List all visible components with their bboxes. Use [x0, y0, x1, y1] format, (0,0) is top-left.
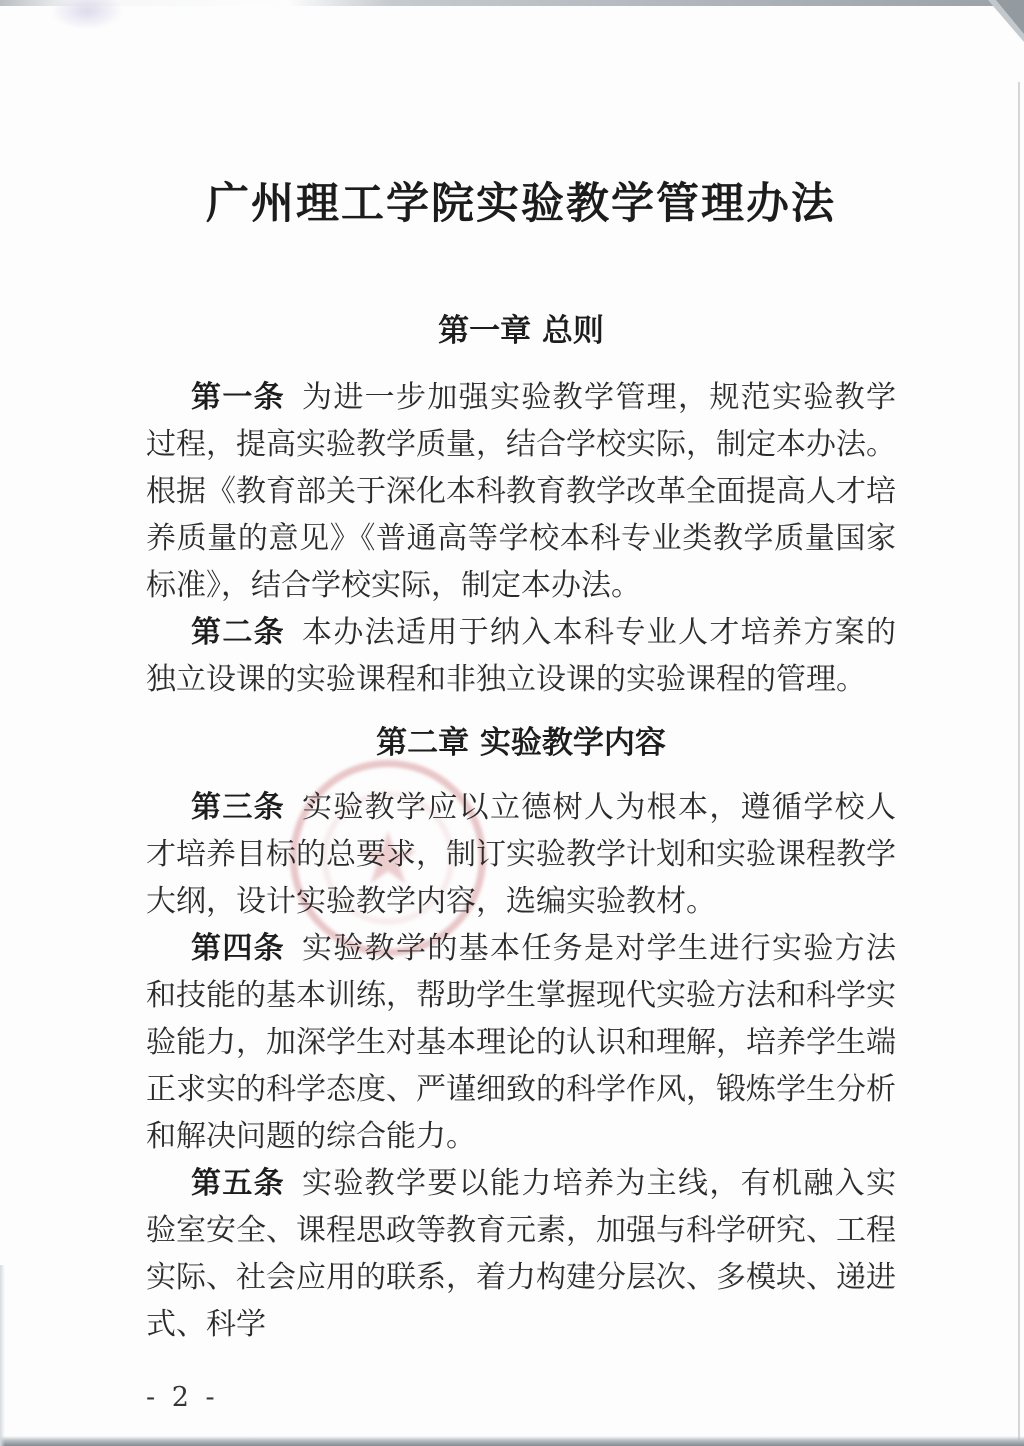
article-2-text: 本办法适用于纳入本科专业人才培养方案的独立设课的实验课程和非独立设课的实验课程的管理。	[146, 615, 896, 697]
document-page	[146, 0, 896, 1414]
scan-artifact-left-edge	[0, 1265, 5, 1446]
chapter-heading-experimental-teaching-content: 第二章 实验教学内容	[376, 725, 666, 761]
scan-artifact-right-edge-line	[1018, 82, 1020, 1440]
article-3	[146, 784, 896, 925]
article-2-label: 第二条	[191, 615, 285, 650]
page-number: - 2 -	[146, 1382, 219, 1413]
article-5-text: 实验教学要以能力培养为主线，有机融入实验室安全、课程思政等教育元素，加强与科学研究、工程实际、社会应用的联系，着力构建分层次、多模块、递进式、科学	[146, 1166, 896, 1342]
article-1-text: 为进一步加强实验教学管理，规范实验教学过程，提高实验教学质量，结合学校实际，制定本办法。根据《教育部关于深化本科教育教学改革全面提高人才培养质量的意见》《普通高等学校本科专业类教学质量国家标准》，结合学校实际，制定本办法。	[146, 380, 896, 603]
article-4-label: 第四条	[191, 931, 285, 966]
article-4	[146, 925, 896, 1160]
article-2	[146, 609, 896, 703]
scan-artifact-bottom-edge	[0, 1436, 1024, 1446]
article-3-label: 第三条	[191, 790, 285, 825]
scan-artifact-smudge	[50, 0, 124, 30]
scan-artifact-corner-fold	[996, 0, 1024, 34]
article-5	[146, 1160, 896, 1348]
article-5-label: 第五条	[191, 1166, 285, 1201]
article-4-text: 实验教学的基本任务是对学生进行实验方法和技能的基本训练，帮助学生掌握现代实验方法和科学实验能力，加深学生对基本理论的认识和理解，培养学生端正求实的科学态度、严谨细致的科学作风，锻炼学生分析和解决问题的综合能力。	[146, 931, 896, 1154]
chapter-heading-general-provisions: 第一章 总则	[438, 313, 604, 349]
article-1-label: 第一条	[191, 380, 285, 415]
document-title: 广州理工学院实验教学管理办法	[206, 179, 836, 229]
article-3-text: 实验教学应以立德树人为根本，遵循学校人才培养目标的总要求，制订实验教学计划和实验课程教学大纲，设计实验教学内容，选编实验教材。	[146, 790, 896, 919]
article-1	[146, 374, 896, 609]
